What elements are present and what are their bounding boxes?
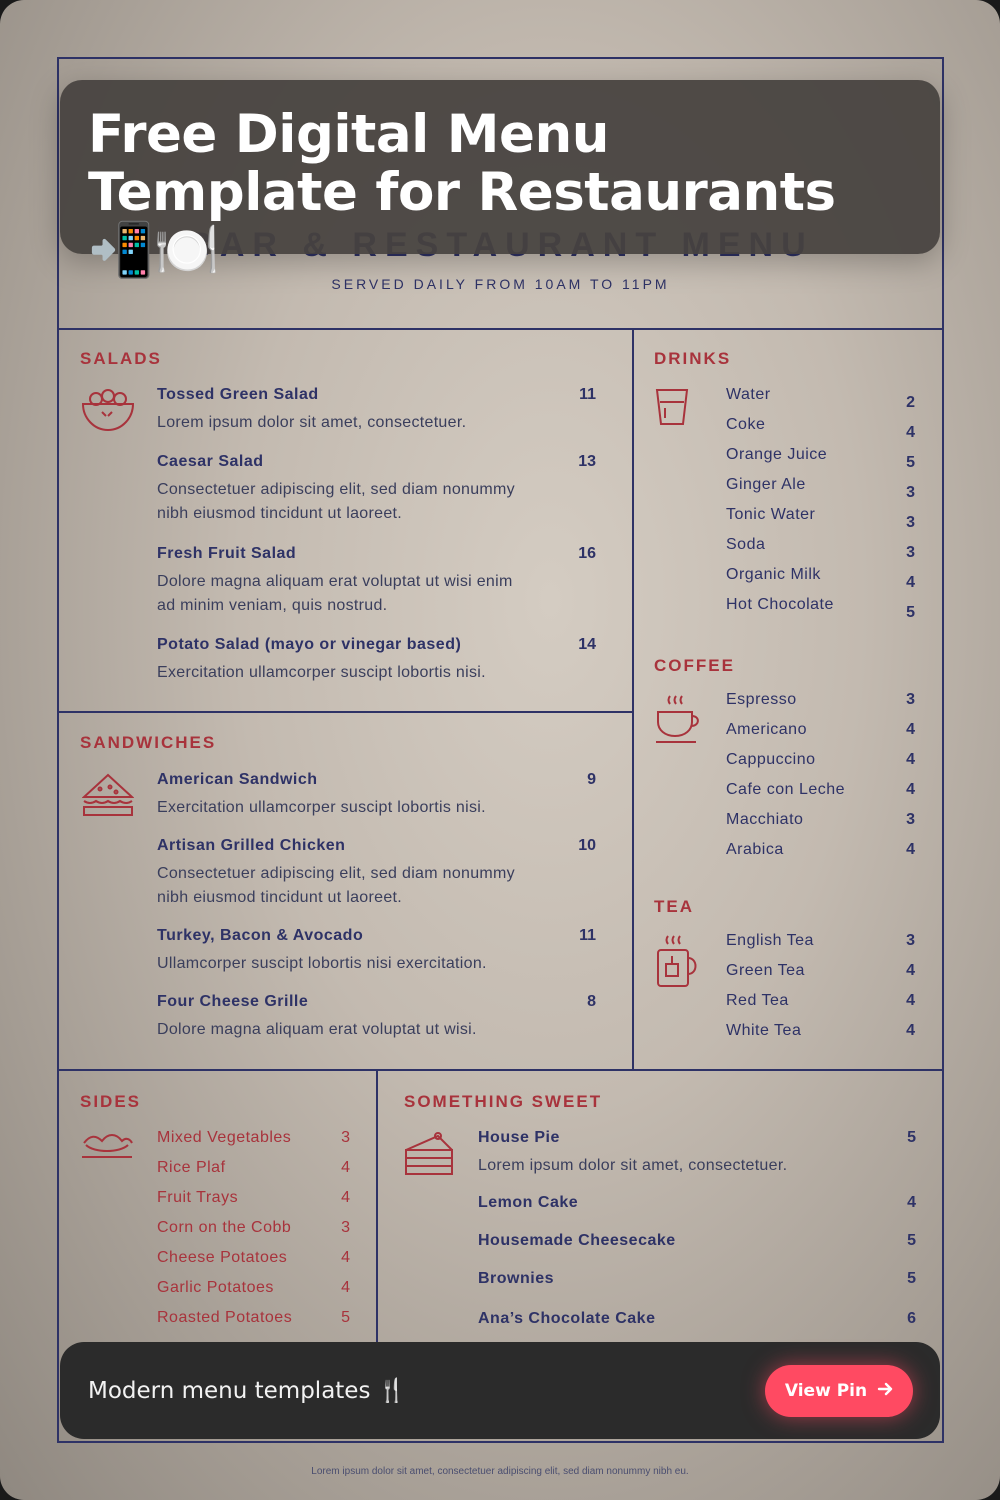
- menu-item-price: 16: [578, 545, 596, 562]
- menu-item-desc: Dolore magna aliquam erat voluptat ut wisi.: [157, 1021, 477, 1038]
- menu-item-name: House Pie: [478, 1129, 560, 1146]
- pin-title: Free Digital Menu Template for Restaurants 📲🍽️: [88, 104, 836, 281]
- tea-mug-icon: [656, 934, 700, 990]
- glass-icon: [655, 388, 689, 426]
- divider: [59, 1069, 942, 1071]
- menu-item-price: 4: [906, 721, 915, 738]
- menu-item-name: Rice Plaf: [157, 1159, 226, 1176]
- menu-item-price: 3: [341, 1129, 350, 1146]
- menu-item-price: 8: [587, 993, 596, 1010]
- menu-item-name: Red Tea: [726, 992, 789, 1009]
- menu-item-name: Espresso: [726, 691, 797, 708]
- menu-item-name: Artisan Grilled Chicken: [157, 837, 346, 854]
- menu-item-desc: nibh eiusmod tincidunt ut laoreet.: [157, 889, 403, 906]
- side-dish-icon: [80, 1131, 134, 1163]
- menu-item-name: Ana’s Chocolate Cake: [478, 1310, 656, 1327]
- menu-item-desc: Exercitation ullamcorper suscipt lobortis nisi.: [157, 799, 486, 816]
- menu-item-price: 4: [906, 424, 915, 441]
- divider: [59, 328, 942, 330]
- menu-item-name: Brownies: [478, 1270, 555, 1287]
- menu-item-name: American Sandwich: [157, 771, 318, 788]
- divider: [59, 711, 633, 713]
- menu-item-name: Housemade Cheesecake: [478, 1232, 676, 1249]
- menu-item-price: 13: [578, 453, 596, 470]
- menu-item-price: 3: [906, 544, 915, 561]
- menu-item-price: 6: [907, 1310, 916, 1327]
- menu-item-name: Coke: [726, 416, 766, 433]
- menu-item-name: Hot Chocolate: [726, 596, 834, 613]
- menu-item-name: Organic Milk: [726, 566, 821, 583]
- menu-item-price: 5: [906, 604, 915, 621]
- menu-item-price: 3: [906, 932, 915, 949]
- menu-item-desc: Consectetuer adipiscing elit, sed diam nonummy: [157, 481, 515, 498]
- menu-item-name: Americano: [726, 721, 807, 738]
- menu-item-price: 10: [578, 837, 596, 854]
- section-title-salads: SALADS: [80, 349, 162, 368]
- menu-item-desc: Dolore magna aliquam erat voluptat ut wisi enim: [157, 573, 513, 590]
- menu-item-name: Cafe con Leche: [726, 781, 846, 798]
- salad-bowl-icon: [80, 388, 136, 432]
- menu-item-desc: Lorem ipsum dolor sit amet, consectetuer.: [478, 1157, 788, 1174]
- menu-item-price: 4: [341, 1189, 350, 1206]
- menu-item-desc: Consectetuer adipiscing elit, sed diam nonummy: [157, 865, 515, 882]
- menu-item-name: Corn on the Cobb: [157, 1219, 292, 1236]
- menu-subtitle: SERVED DAILY FROM 10AM TO 11PM: [331, 276, 670, 292]
- menu-item-name: Mixed Vegetables: [157, 1129, 292, 1146]
- menu-item-name: Tonic Water: [726, 506, 816, 523]
- menu-item-name: Tossed Green Salad: [157, 386, 319, 403]
- menu-item-name: Turkey, Bacon & Avocado: [157, 927, 364, 944]
- section-title-something-sweet: SOMETHING SWEET: [404, 1092, 603, 1111]
- menu-item-desc: nibh eiusmod tincidunt ut laoreet.: [157, 505, 403, 522]
- menu-item-price: 4: [906, 962, 915, 979]
- menu-item-price: 4: [341, 1249, 350, 1266]
- menu-item-price: 14: [578, 636, 596, 653]
- menu-item-name: Ginger Ale: [726, 476, 806, 493]
- menu-item-name: Fruit Trays: [157, 1189, 239, 1206]
- menu-item-name: Cappuccino: [726, 751, 816, 768]
- menu-item-price: 5: [341, 1309, 350, 1326]
- menu-item-name: Roasted Potatoes: [157, 1309, 293, 1326]
- view-pin-label: View Pin: [784, 1381, 868, 1401]
- menu-item-name: Four Cheese Grille: [157, 993, 309, 1010]
- menu-item-desc: ad minim veniam, quis nostrud.: [157, 597, 388, 614]
- section-title-drinks: DRINKS: [654, 349, 732, 368]
- divider: [376, 1070, 378, 1342]
- menu-item-desc: Ullamcorper suscipt lobortis nisi exercitation.: [157, 955, 487, 972]
- board-label: Modern menu templates 🍴: [88, 1378, 407, 1404]
- menu-item-name: Orange Juice: [726, 446, 828, 463]
- menu-item-price: 11: [579, 927, 596, 944]
- section-title-tea: TEA: [654, 897, 694, 916]
- sandwich-icon: [82, 773, 134, 819]
- menu-item-name: Green Tea: [726, 962, 805, 979]
- menu-item-price: 3: [341, 1219, 350, 1236]
- menu-item-price: 2: [906, 394, 915, 411]
- section-title-sandwiches: SANDWICHES: [80, 733, 217, 752]
- menu-item-name: English Tea: [726, 932, 814, 949]
- menu-item-name: Lemon Cake: [478, 1194, 579, 1211]
- menu-item-price: 4: [906, 1022, 915, 1039]
- coffee-cup-icon: [654, 694, 700, 746]
- menu-item-price: 5: [907, 1232, 916, 1249]
- menu-item-name: Arabica: [726, 841, 784, 858]
- menu-item-price: 11: [579, 386, 596, 403]
- section-title-sides: SIDES: [80, 1092, 142, 1111]
- view-pin-button[interactable]: [765, 1365, 913, 1417]
- menu-item-price: 5: [906, 454, 915, 471]
- menu-item-name: Macchiato: [726, 811, 804, 828]
- menu-item-price: 4: [906, 781, 915, 798]
- menu-item-price: 3: [906, 811, 915, 828]
- menu-item-price: 5: [907, 1270, 916, 1287]
- menu-item-name: Water: [726, 386, 771, 403]
- menu-item-price: 4: [341, 1159, 350, 1176]
- menu-item-price: 5: [907, 1129, 916, 1146]
- menu-item-name: Garlic Potatoes: [157, 1279, 274, 1296]
- menu-item-name: Cheese Potatoes: [157, 1249, 288, 1266]
- menu-item-name: Potato Salad (mayo or vinegar based): [157, 636, 462, 653]
- menu-item-price: 9: [587, 771, 596, 788]
- cake-slice-icon: [404, 1132, 454, 1176]
- menu-item-price: 4: [906, 841, 915, 858]
- divider: [632, 329, 634, 1070]
- menu-item-price: 4: [907, 1194, 916, 1211]
- menu-item-name: Soda: [726, 536, 766, 553]
- menu-footer-note: Lorem ipsum dolor sit amet, consectetuer adipiscing elit, sed diam nonummy nibh eu.: [311, 1466, 689, 1477]
- menu-item-price: 3: [906, 691, 915, 708]
- menu-item-name: White Tea: [726, 1022, 802, 1039]
- menu-item-price: 4: [906, 751, 915, 768]
- menu-item-desc: Exercitation ullamcorper suscipt lobortis nisi.: [157, 664, 486, 681]
- menu-item-price: 4: [906, 574, 915, 591]
- arrow-right-icon: [877, 1381, 893, 1402]
- menu-item-price: 4: [341, 1279, 350, 1296]
- section-title-coffee: COFFEE: [654, 656, 735, 675]
- menu-item-name: Fresh Fruit Salad: [157, 545, 297, 562]
- menu-item-desc: Lorem ipsum dolor sit amet, consectetuer.: [157, 414, 467, 431]
- menu-item-price: 4: [906, 992, 915, 1009]
- menu-item-name: Caesar Salad: [157, 453, 264, 470]
- menu-item-price: 3: [906, 484, 915, 501]
- menu-item-price: 3: [906, 514, 915, 531]
